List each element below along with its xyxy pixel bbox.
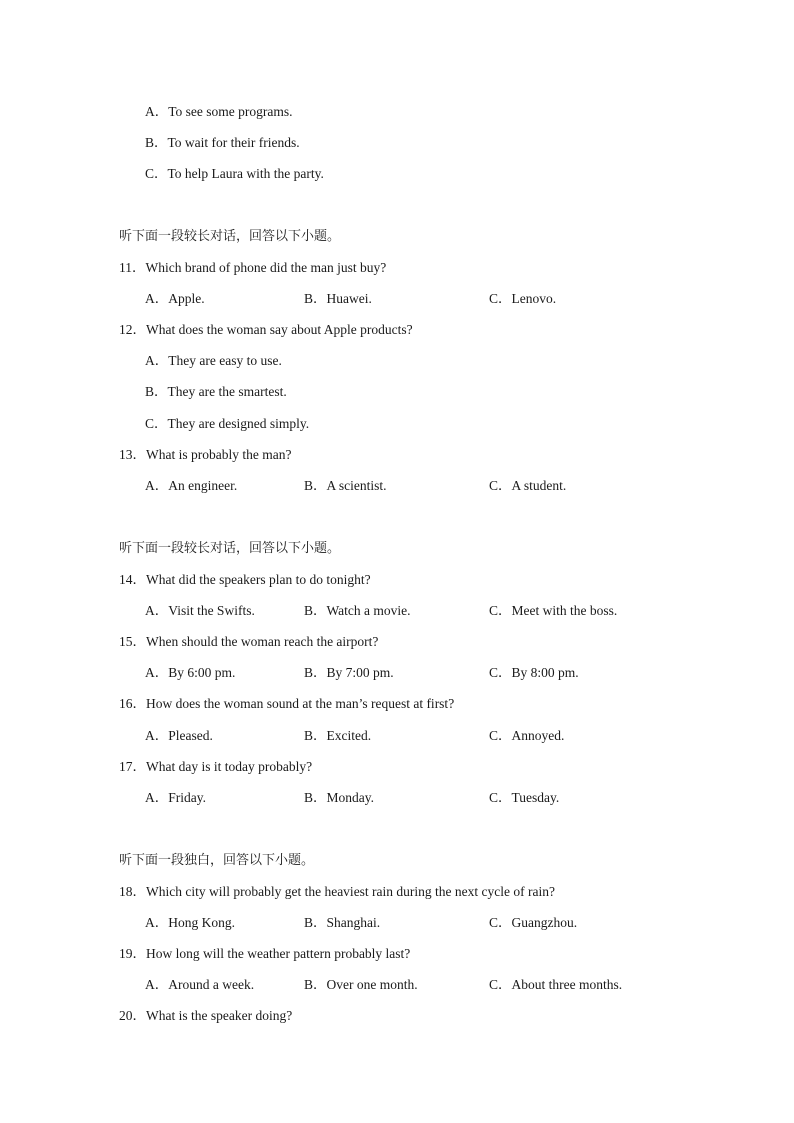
q19-option-c: C．About three months.	[489, 977, 623, 992]
q16-option-a: A．Pleased.	[145, 728, 213, 743]
q14-option-a: A．Visit the Swifts.	[145, 603, 255, 618]
option-c: C．To help Laura with the party.	[145, 166, 324, 181]
question-16: 16．How does the woman sound at the man’s request at first?	[119, 696, 455, 711]
q15-option-a: A．By 6:00 pm.	[145, 665, 236, 680]
section-instruction: 听下面一段较长对话，回答以下小题。	[119, 541, 341, 556]
q17-option-a: A．Friday.	[145, 790, 206, 805]
q11-option-b: B．Huawei.	[304, 291, 372, 306]
q13-option-c: C．A student.	[489, 478, 567, 493]
option-a: A．To see some programs.	[145, 104, 293, 119]
q13-option-a: A．An engineer.	[145, 478, 238, 493]
q17-option-b: B．Monday.	[304, 790, 374, 805]
question-15: 15．When should the woman reach the airport?	[119, 634, 379, 649]
q16-option-c: C．Annoyed.	[489, 728, 565, 743]
q19-option-a: A．Around a week.	[145, 977, 255, 992]
question-19: 19．How long will the weather pattern probably last?	[119, 946, 411, 961]
q12-option-c: C．They are designed simply.	[145, 416, 310, 431]
q18-option-b: B．Shanghai.	[304, 915, 381, 930]
question-12: 12．What does the woman say about Apple products?	[119, 322, 413, 337]
option-b: B．To wait for their friends.	[145, 135, 300, 150]
question-20: 20．What is the speaker doing?	[119, 1008, 293, 1023]
q11-option-c: C．Lenovo.	[489, 291, 557, 306]
q15-option-b: B．By 7:00 pm.	[304, 665, 394, 680]
q14-option-b: B．Watch a movie.	[304, 603, 411, 618]
q12-option-b: B．They are the smartest.	[145, 384, 287, 399]
q19-option-b: B．Over one month.	[304, 977, 418, 992]
q17-option-c: C．Tuesday.	[489, 790, 560, 805]
section-instruction: 听下面一段较长对话，回答以下小题。	[119, 229, 341, 244]
q11-option-a: A．Apple.	[145, 291, 205, 306]
q18-option-c: C．Guangzhou.	[489, 915, 578, 930]
q13-option-b: B．A scientist.	[304, 478, 387, 493]
q14-option-c: C．Meet with the boss.	[489, 603, 618, 618]
question-17: 17．What day is it today probably?	[119, 759, 313, 774]
question-11: 11．Which brand of phone did the man just buy?	[119, 260, 387, 275]
q16-option-b: B．Excited.	[304, 728, 372, 743]
q15-option-c: C．By 8:00 pm.	[489, 665, 579, 680]
section-instruction: 听下面一段独白，回答以下小题。	[119, 853, 315, 868]
question-14: 14．What did the speakers plan to do tonight?	[119, 572, 371, 587]
q12-option-a: A．They are easy to use.	[145, 353, 282, 368]
question-13: 13．What is probably the man?	[119, 447, 292, 462]
q18-option-a: A．Hong Kong.	[145, 915, 235, 930]
question-18: 18．Which city will probably get the heaviest rain during the next cycle of rain?	[119, 884, 555, 899]
